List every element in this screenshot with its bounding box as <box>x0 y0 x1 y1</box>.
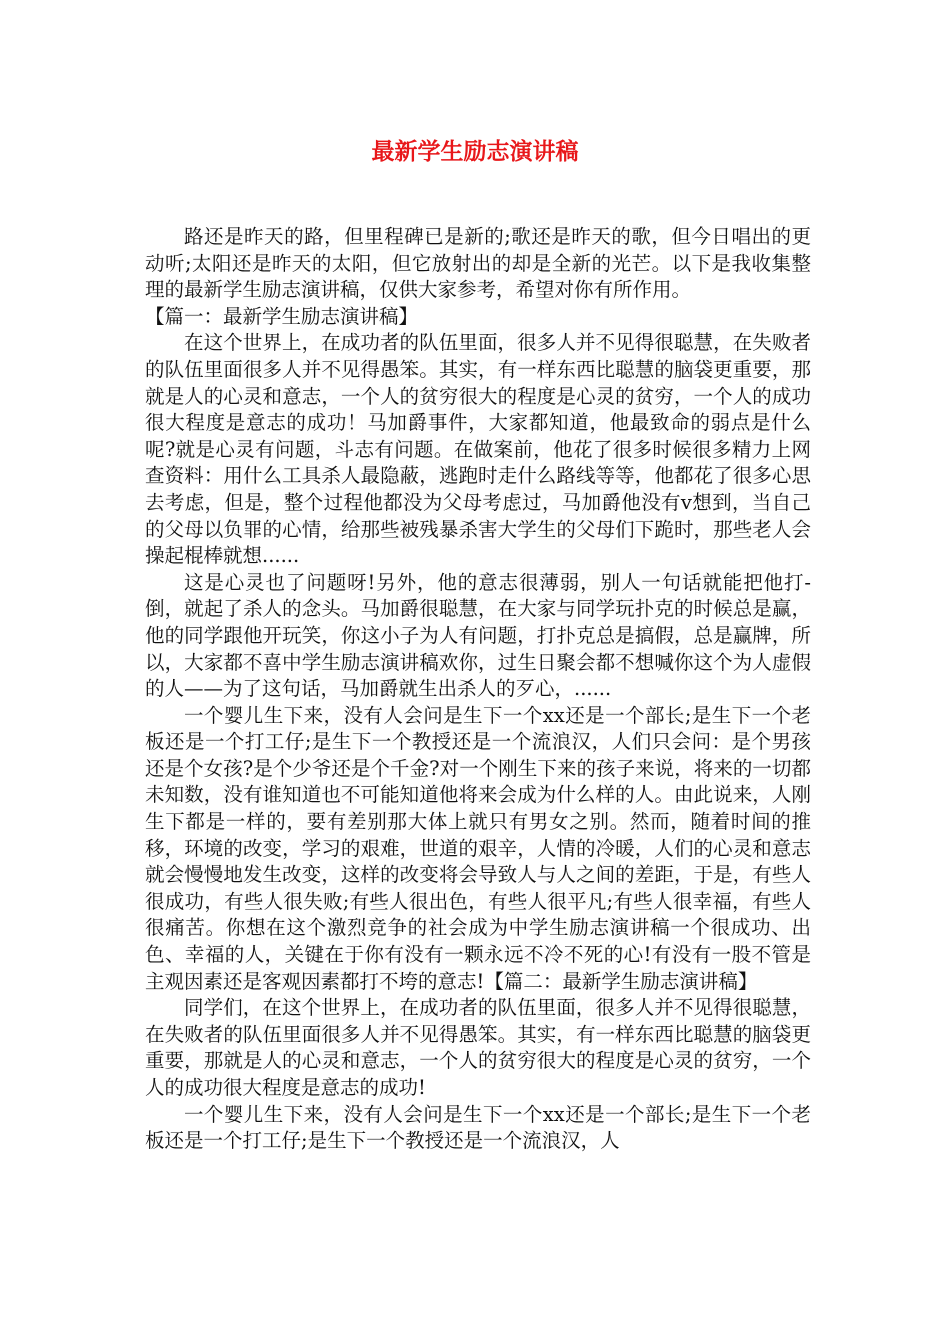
document-body <box>145 224 811 1155</box>
body-paragraph: 同学们，在这个世界上，在成功者的队伍里面，很多人并不见得很聪慧，在失败者的队伍里面很多人并不见得愚笨。其实，有一样东西比聪慧的脑袋更重要，那就是人的心灵和意志，一个人的贫穷很大的程度是心灵的贫穷，一个人的成功很大程度是意志的成功! <box>145 996 811 1099</box>
document-title: 最新学生励志演讲稿 <box>371 139 579 165</box>
body-paragraph: 这是心灵也了问题呀!另外，他的意志很薄弱，别人一句话就能把他打-倒，就起了杀人的念头。马加爵很聪慧，在大家与同学玩扑克的时候总是赢，他的同学跟他开玩笑，你这小子为人有问题，打扑克总是搞假，总是赢牌，所以，大家都不喜中学生励志演讲稿欢你，过生日聚会都不想喊你这个为人虚假的人——为了这句话，马加爵就生出杀人的歹心，...... <box>145 570 811 701</box>
body-paragraph: 在这个世界上，在成功者的队伍里面，很多人并不见得很聪慧，在失败者的队伍里面很多人并不见得愚笨。其实，有一样东西比聪慧的脑袋更重要，那就是人的心灵和意志，一个人的贫穷很大的程度是心灵的贫穷，一个人的成功很大程度是意志的成功！马加爵事件，大家都知道，他最致命的弱点是什么呢?就是心灵有问题，斗志有问题。在做案前，他花了很多时候很多精力上网查资料：用什么工具杀人最隐蔽，逃跑时走什么路线等等，他都花了很多心思去考虑，但是，整个过程他都没为父母考虑过，马加爵他没有v想到，当自己的父母以负罪的心情，给那些被残暴杀害大学生的父母们下跪时，那些老人会操起棍棒就想...... <box>145 331 811 568</box>
intro-paragraph: 路还是昨天的路，但里程碑已是新的;歌还是昨天的歌，但今日唱出的更动听;太阳还是昨天的太阳，但它放射出的却是全新的光芒。以下是我收集整理的最新学生励志演讲稿，仅供大家参考，希望对你有所作用。 <box>145 225 811 302</box>
body-paragraph: 一个婴儿生下来，没有人会问是生下一个xx还是一个部长;是生下一个老板还是一个打工仔;是生下一个教授还是一个流浪汉，人 <box>145 1102 811 1153</box>
body-paragraph: 一个婴儿生下来，没有人会问是生下一个xx还是一个部长;是生下一个老板还是一个打工仔;是生下一个教授还是一个流浪汉，人们只会问：是个男孩还是个女孩?是个少爷还是个千金?对一个刚生下来的孩子来说，将来的一切都未知数，没有谁知道也不可能知道他将来会成为什么样的人。由此说来，人刚生下都是一样的，要有差别那大体上就只有男女之别。然而，随着时间的推移，环境的改变，学习的艰难，世道的艰辛，人情的冷暖，人们的心灵和意志就会慢慢地发生改变，这样的改变将会导致人与人之间的差距，于是，有些人很成功，有些人很失败;有些人很出色，有些人很平凡;有些人很幸福，有些人很痛苦。你想在这个激烈竞争的社会成为中学生励志演讲稿一个很成功、出色、幸福的人，关键在于你有没有一颗永远不冷不死的心!有没有一股不管是主观因素还是客观因素都打不垮的意志!【篇二：最新学生励志演讲稿】 <box>145 703 811 993</box>
section-heading-part-one: 【篇一：最新学生励志演讲稿】 <box>145 304 419 328</box>
